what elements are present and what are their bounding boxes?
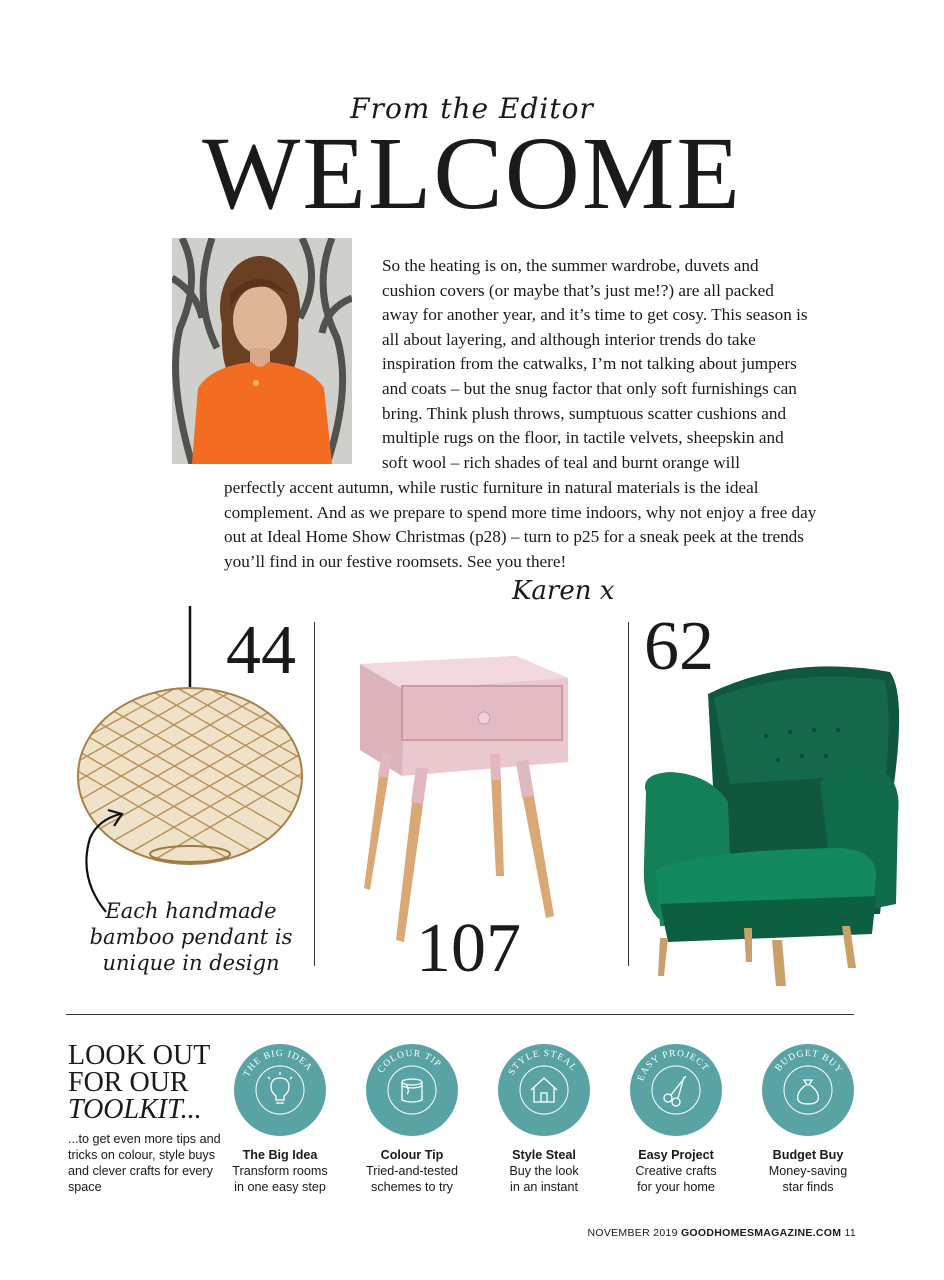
page-title: WELCOME (202, 116, 742, 231)
chair-page-number: 62 (644, 608, 714, 685)
toolkit-heading-line3: TOOLKIT... (68, 1094, 202, 1125)
divider-right (628, 622, 629, 966)
toolkit-item-easy-project (610, 1044, 742, 1195)
big-idea-badge-text: THE BIG IDEA (242, 1048, 315, 1079)
colour-tip-badge (366, 1044, 458, 1136)
easy-project-name: Easy Project (638, 1148, 714, 1162)
toolkit-heading-line2: FOR OUR (68, 1067, 189, 1098)
budget-buy-desc-2: star finds (782, 1180, 834, 1194)
section-divider (66, 1014, 854, 1015)
footer-page-number: 11 (844, 1227, 856, 1239)
svg-text:BUDGET BUY (774, 1049, 844, 1076)
money-bag-icon (798, 1080, 819, 1104)
toolkit-item-colour-tip (346, 1044, 478, 1195)
footer-issue: NOVEMBER 2019 (587, 1227, 678, 1239)
toolkit-item-style-steal (478, 1044, 610, 1195)
svg-text:COLOUR TIP (376, 1049, 443, 1075)
toolkit-subtitle: ...to get even more tips and tricks on colour, style buys and clever crafts for every space (68, 1132, 221, 1194)
page-footer (587, 1227, 856, 1239)
divider-left (314, 622, 315, 966)
budget-buy-name: Budget Buy (772, 1148, 844, 1162)
editor-kicker: From the Editor (350, 92, 594, 125)
svg-text:STYLE STEAL (507, 1049, 578, 1077)
style-steal-name: Style Steal (512, 1148, 576, 1162)
style-steal-badge-text: STYLE STEAL (507, 1048, 579, 1077)
easy-project-badge-text: EASY PROJECT (636, 1048, 711, 1083)
big-idea-desc-2: in one easy step (234, 1180, 326, 1194)
editor-photo (172, 238, 352, 464)
lightbulb-icon (268, 1072, 292, 1103)
budget-buy-badge-text: BUDGET BUY (773, 1048, 844, 1076)
toolkit-heading-line1: LOOK OUT (68, 1040, 211, 1071)
house-icon (531, 1078, 557, 1102)
editorial-text-top: So the heating is on, the summer wardrobe, duvets and cushion covers (or maybe that’s just me!?) are all packed away for another year, and it’s time to get cosy. This season is all about layering, and although interior trends do take inspiration from the catwalks, I’m not talking about jumpers and coats – but the snug factor that only soft furnishings can bring. Think plush throws, sumptuous scatter cushions and multiple rugs on the floor, in tactile velvets, sheepskin and soft wool – rich shades of teal and burnt orange will (382, 256, 808, 472)
style-steal-desc-1: Buy the look (509, 1164, 579, 1178)
big-idea-name: The Big Idea (242, 1148, 318, 1162)
easy-project-desc-1: Creative crafts (635, 1164, 717, 1178)
budget-buy-desc-1: Money-saving (768, 1164, 848, 1178)
pendant-page-number: 44 (226, 612, 296, 689)
easy-project-badge (630, 1044, 722, 1136)
toolkit-item-big-idea (214, 1044, 346, 1195)
colour-tip-badge-text: COLOUR TIP (376, 1048, 443, 1076)
paint-pot-icon (402, 1079, 422, 1102)
colour-tip-name: Colour Tip (380, 1148, 444, 1162)
green-armchair-image (640, 664, 906, 994)
style-steal-badge (498, 1044, 590, 1136)
editor-signature: Karen x (512, 576, 615, 606)
colour-tip-desc-2: schemes to try (371, 1180, 453, 1194)
big-idea-badge (234, 1044, 326, 1136)
easy-project-desc-2: for your home (637, 1180, 715, 1194)
svg-text:THE BIG IDEA (242, 1049, 314, 1079)
toolkit-heading (68, 1042, 210, 1123)
table-page-number: 107 (416, 910, 521, 987)
pendant-caption: Each handmade bamboo pendant is unique in design (89, 899, 293, 975)
big-idea-desc-1: Transform rooms (232, 1164, 328, 1178)
colour-tip-desc-1: Tried-and-tested (366, 1164, 458, 1178)
footer-site: GOODHOMESMAGAZINE.COM (680, 1227, 842, 1239)
budget-buy-badge (762, 1044, 854, 1136)
style-steal-desc-2: in an instant (510, 1180, 578, 1194)
toolkit-item-budget-buy (742, 1044, 874, 1195)
scissors-icon (664, 1076, 686, 1106)
editorial-text-bottom: perfectly accent autumn, while rustic furniture in natural materials is the ideal complement. And as we prepare to spend more time indoors, why not enjoy a free day out at Ideal Home Show Christmas (p28) – turn to p25 for a sneak peek at the trends you’ll find in our festive roomsets. See you there! (224, 478, 817, 571)
pink-side-table-image (356, 654, 572, 946)
